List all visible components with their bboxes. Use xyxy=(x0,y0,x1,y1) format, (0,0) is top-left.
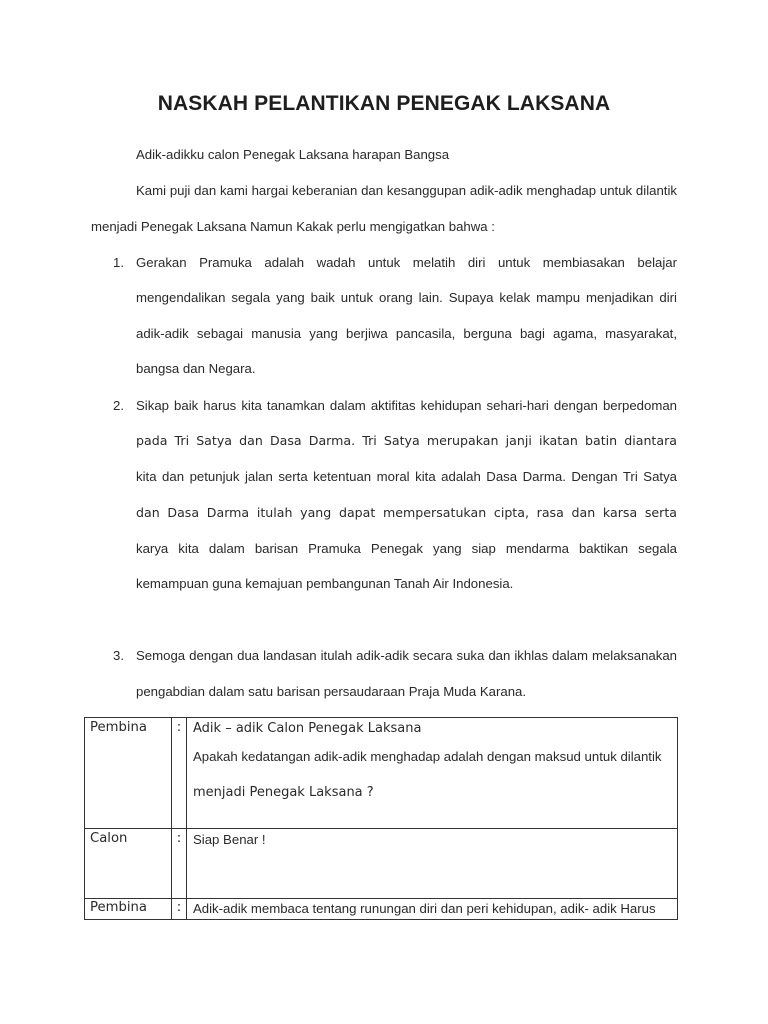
item-1-line-3: adik-adik sebagai manusia yang berjiwa pancasila, berguna bagi agama, masyarakat, xyxy=(136,326,677,341)
item-2-line-2: pada Tri Satya dan Dasa Darma. Tri Satya merupakan janji ikatan batin diantara xyxy=(136,433,677,448)
item-3-number: 3. xyxy=(113,648,124,663)
role-label: Pembina xyxy=(90,720,147,735)
role-cell xyxy=(85,899,172,920)
table-row xyxy=(85,899,678,920)
item-1-line-1: Gerakan Pramuka adalah wadah untuk melatih diri untuk membiasakan belajar xyxy=(136,255,677,270)
item-3-line-2: pengabdian dalam satu barisan persaudaraan Praja Muda Karana. xyxy=(136,684,527,699)
item-2-number: 2. xyxy=(113,398,124,413)
content-cell xyxy=(187,718,678,829)
item-2-line-6: kemampuan guna kemajuan pembangunan Tanah Air Indonesia. xyxy=(136,576,514,591)
item-1-line-2: mengendalikan segala yang baik untuk orang lain. Supaya kelak mampu menjadikan diri xyxy=(136,290,677,305)
colon-cell: : xyxy=(172,829,187,899)
colon-cell: : xyxy=(172,899,187,920)
dialog-table xyxy=(84,717,678,920)
item-2-line-3: kita dan petunjuk jalan serta ketentuan moral kita adalah Dasa Darma. Dengan Tri Satya xyxy=(136,469,677,484)
item-2-line-4: dan Dasa Darma itulah yang dapat mempersatukan cipta, rasa dan karsa serta xyxy=(136,505,677,520)
greeting-line: Adik-adikku calon Penegak Laksana harapan Bangsa xyxy=(136,147,450,162)
intro-line-2: menjadi Penegak Laksana Namun Kakak perlu mengigatkan bahwa : xyxy=(91,219,495,234)
item-2-line-5: karya kita dalam barisan Pramuka Penegak yang siap mendarma baktikan segala xyxy=(136,541,677,556)
dialog-text: Siap Benar ! xyxy=(193,832,266,847)
dialog-text: Adik-adik membaca tentang runungan diri dan peri kehidupan, adik- adik Harus xyxy=(193,901,656,916)
dialog-text-line-1: Apakah kedatangan adik-adik menghadap adalah dengan maksud untuk dilantik xyxy=(193,749,662,764)
content-cell xyxy=(187,829,678,899)
item-3-line-1: Semoga dengan dua landasan itulah adik-adik secara suka dan ikhlas dalam melaksanakan xyxy=(136,648,677,663)
table-row xyxy=(85,718,678,829)
item-1-number: 1. xyxy=(113,255,124,270)
document-title: NASKAH PELANTIKAN PENEGAK LAKSANA xyxy=(157,92,611,115)
item-1-line-4: bangsa dan Negara. xyxy=(136,361,256,376)
content-cell xyxy=(187,899,678,920)
role-cell xyxy=(85,829,172,899)
role-label: Pembina xyxy=(90,900,147,915)
item-2-line-1: Sikap baik harus kita tanamkan dalam aktifitas kehidupan sehari-hari dengan berpedoman xyxy=(136,398,677,413)
colon-cell: : xyxy=(172,718,187,829)
role-cell xyxy=(85,718,172,829)
dialog-text-line-2: menjadi Penegak Laksana ? xyxy=(193,785,374,800)
dialog-heading: Adik – adik Calon Penegak Laksana xyxy=(193,721,422,736)
table-row xyxy=(85,829,678,899)
role-label: Calon xyxy=(90,831,128,846)
intro-line-1: Kami puji dan kami hargai keberanian dan kesanggupan adik-adik menghadap untuk dilantik xyxy=(136,183,677,198)
